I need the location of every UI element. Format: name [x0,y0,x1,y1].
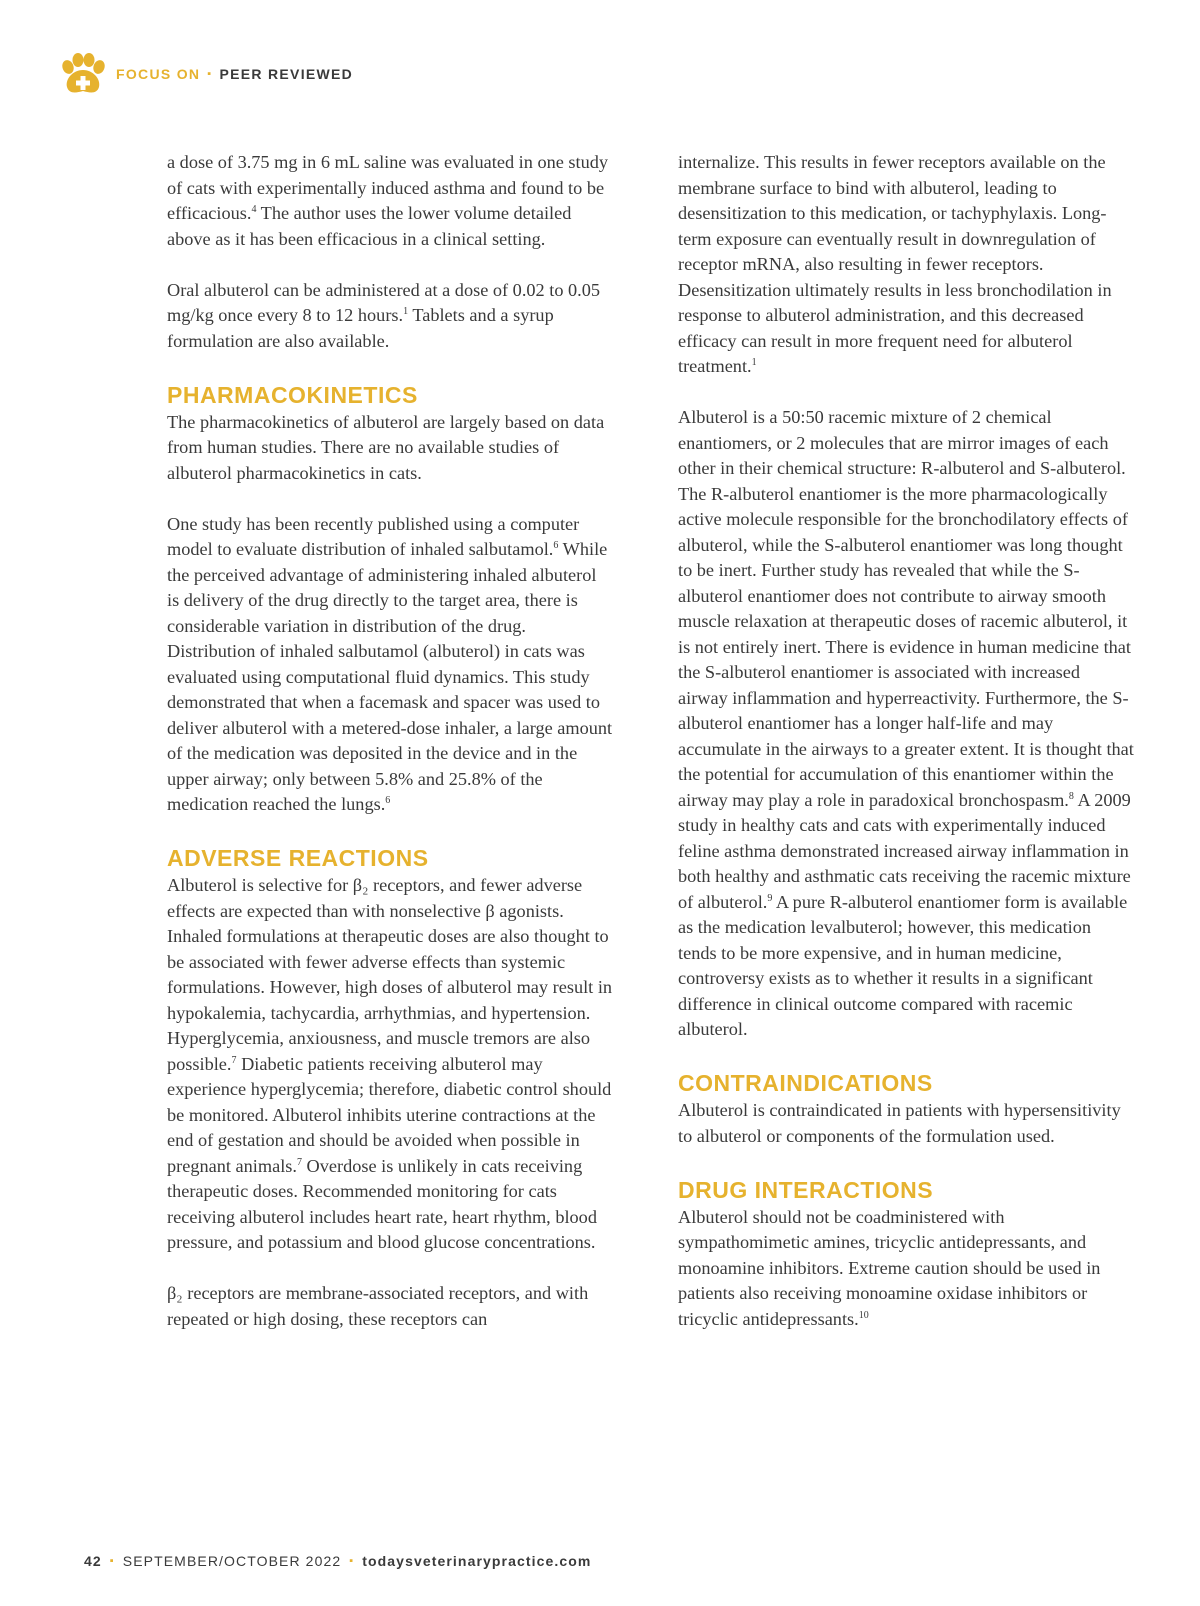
page-footer [84,1553,591,1569]
paragraph: internalize. This results in fewer receptors available on the membrane surface to bind with albuterol, leading to desensitization to this medication, or tachyphylaxis. Long-term exposure can eventually result in downregulation of receptor mRNA, also resulting in fewer receptors. Desensitization ultimately results in less bronchodilation in response to albuterol administration, and this decreased efficacy can result in more frequent need for albuterol treatment.$^1$ [678,152,1112,376]
reference-number: 7 [231,1054,237,1066]
reference-number: 1 [403,305,409,317]
reference-number: 7 [296,1156,302,1168]
reference-number: 9 [767,892,773,904]
reference-number: 1 [751,356,757,368]
right-column [678,150,1134,1358]
footer-separator: ▪ [109,1555,115,1567]
left-column [167,150,613,1358]
page-header [60,54,353,94]
website-link[interactable]: todaysveterinarypractice.com [362,1553,592,1569]
heading-drug-interactions: DRUG INTERACTIONS [678,1176,934,1203]
reference-number: 6 [385,794,391,806]
paragraph: a dose of 3.75 mg in 6 mL saline was evaluated in one study of cats with experimentally induced asthma and found to be efficacious.$^4$ The author uses the lower volume detailed above as it has been efficacious in a clinical setting. [167,152,609,249]
reference-number: 10 [858,1309,869,1321]
header-separator: ▪ [207,68,213,80]
paragraph: The pharmacokinetics of albuterol are largely based on data from human studies. There are no available studies of albuterol pharmacokinetics in cats. [167,411,605,483]
header-section-label: PEER REVIEWED [219,66,354,82]
reference-number: 6 [553,539,559,551]
reference-number: 4 [251,203,257,215]
reference-number: 8 [1068,790,1074,802]
paragraph: β₂ receptors are membrane-associated receptors, and with repeated or high dosing, these receptors can [167,1283,589,1329]
header-focus-label: FOCUS ON [116,66,201,82]
paragraph: One study has been recently published using a computer model to evaluate distribution of inhaled salbutamol.$^6$ While the perceived advantage of administering inhaled albuterol is delivery of the drug directly to the target area, there is considerable variation in distribution of the drug. Distribution of inhaled salbutamol (albuterol) in cats was evaluated using computational fluid dynamics. This study demonstrated that when a facemask and spacer was used to deliver albuterol with a metered-dose inhaler, a large amount of the medication was deposited in the device and in the upper airway; only between 5.8% and 25.8% of the medication reached the lungs.$^6$ [167,513,613,814]
heading-pharmacokinetics: PHARMACOKINETICS [167,381,418,408]
footer-separator: ▪ [349,1555,355,1567]
paragraph: Oral albuterol can be administered at a dose of 0.02 to 0.05 mg/kg once every 8 to 12 hours.$^1$ Tablets and a syrup formulation are also available. [167,279,601,351]
paw-cross-icon [60,53,106,95]
page-number: 42 [84,1553,102,1569]
paragraph: Albuterol is a 50:50 racemic mixture of 2 chemical enantiomers, or 2 molecules that are mirror images of each other in their chemical structure: R-albuterol and S-albuterol. The R-albuterol enantiomer is the more pharmacologically active molecule responsible for the bronchodilatory effects of albuterol, while the S-albuterol enantiomer was long thought to be inert. Further study has revealed that while the S-albuterol enantiomer does not contribute to airway smooth muscle relaxation at therapeutic doses of racemic albuterol, it is not entirely inert. There is evidence in human medicine that the S-albuterol enantiomer is associated with increased airway inflammation and hyperreactivity. Furthermore, the S-albuterol enantiomer has a longer half-life and may accumulate in the airways to a greater extent. It is thought that the potential for accumulation of this enantiomer within the airway may play a role in paradoxical bronchospasm.$^8$ A 2009 study in healthy cats and cats with experimentally induced feline asthma demonstrated increased airway inflammation in both healthy and asthmatic cats receiving the racemic mixture of albuterol.$^9$ A pure R-albuterol enantiomer form is available as the medication levalbuterol; however, this medication tends to be more expensive, and in human medicine, controversy exists as to whether it results in a significant difference in clinical outcome compared with racemic albuterol. [678,407,1134,1039]
paragraph: Albuterol should not be coadministered with sympathomimetic amines, tricyclic antidepressants, and monoamine inhibitors. Extreme caution should be used in patients also receiving monoamine oxidase inhibitors or tricyclic antidepressants.$^{10}$ [678,1206,1101,1329]
heading-contraindications: CONTRAINDICATIONS [678,1070,933,1096]
paragraph: Albuterol is selective for β₂ receptors, and fewer adverse effects are expected than with nonselective β agonists. Inhaled formulations at therapeutic doses are also thought to be associated with fewer adverse effects than systemic formulations. However, high doses of albuterol may result in hypokalemia, tachycardia, arrhythmias, and hypertension. Hyperglycemia, anxiousness, and muscle tremors are also possible.$^7$ Diabetic patients receiving albuterol may experience hyperglycemia; therefore, diabetic control should be monitored. Albuterol inhibits uterine contractions at the end of gestation and should be avoided when possible in pregnant animals.$^7$ Overdose is unlikely in cats receiving therapeutic doses. Recommended monitoring for cats receiving albuterol includes heart rate, heart rhythm, blood pressure, and potassium and blood glucose concentrations. [167,875,613,1252]
paragraph: Albuterol is contraindicated in patients with hypersensitivity to albuterol or components of the formulation used. [678,1100,1121,1146]
issue-date: SEPTEMBER/OCTOBER 2022 [122,1553,342,1569]
heading-adverse-reactions: ADVERSE REACTIONS [167,845,429,871]
